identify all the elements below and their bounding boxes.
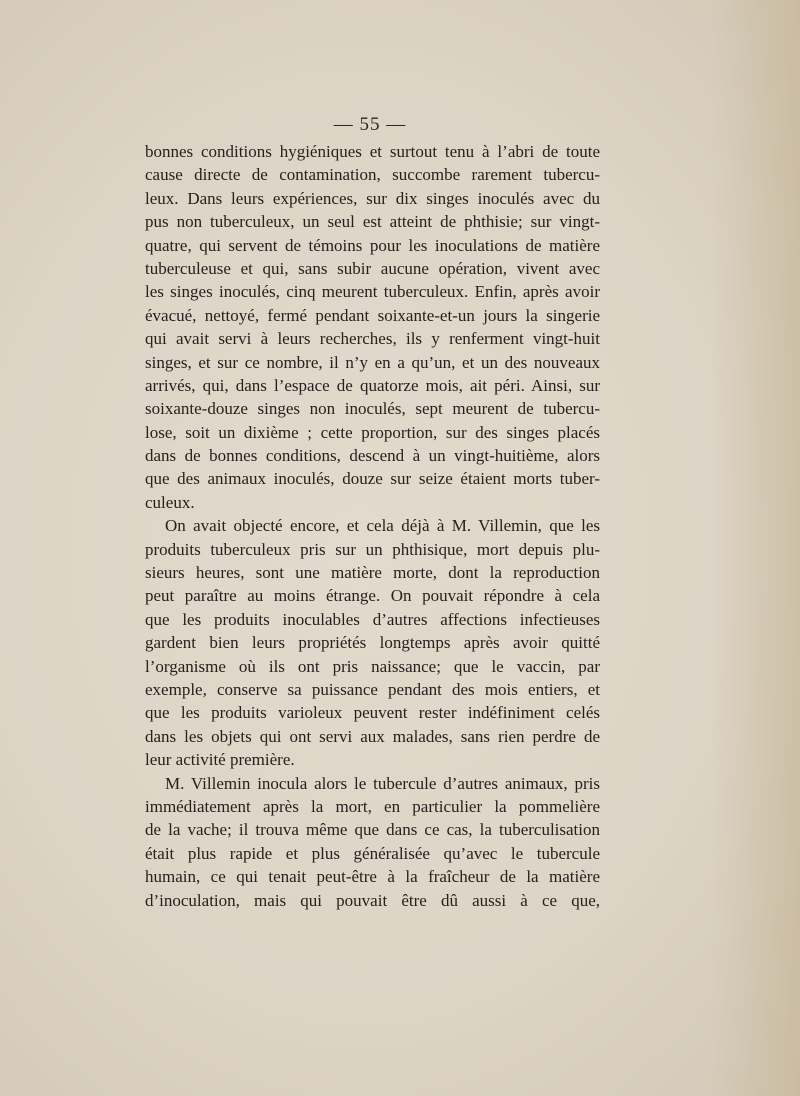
text-line: exemple, conserve sa puissance pendant des mois entiers, et xyxy=(145,679,600,699)
text-line: peut paraître au moins étrange. On pouvait répondre à cela xyxy=(145,586,600,606)
text-line: soixante-douze singes non inoculés, sept meurent de tubercu- xyxy=(145,399,600,419)
body-text xyxy=(145,140,600,912)
text-line: M. Villemin inocula alors le tubercule d’autres animaux, pris xyxy=(165,773,600,793)
page-edge-shading xyxy=(710,0,800,1096)
text-line: que les produits inoculables d’autres affections infectieuses xyxy=(145,609,600,629)
text-line: sieurs heures, sont une matière morte, dont la reproduction xyxy=(145,563,600,583)
text-line: l’organisme où ils ont pris naissance; que le vaccin, par xyxy=(145,656,600,676)
text-line: les singes inoculés, cinq meurent tuberculeux. Enfin, après avoir xyxy=(145,282,600,302)
text-line: gardent bien leurs propriétés longtemps après avoir quitté xyxy=(145,633,600,653)
text-line: dans les objets qui ont servi aux malades, sans rien perdre de xyxy=(145,726,600,746)
text-line: lose, soit un dixième ; cette proportion, sur des singes placés xyxy=(145,422,600,442)
text-line: qui avait servi à leurs recherches, ils y renferment vingt-huit xyxy=(145,329,600,349)
text-line: que les produits varioleux peuvent rester indéfiniment celés xyxy=(145,703,600,723)
text-line: quatre, qui servent de témoins pour les inoculations de matière xyxy=(145,235,600,255)
text-line: On avait objecté encore, et cela déjà à M. Villemin, que les xyxy=(165,516,600,536)
text-line: immédiatement après la mort, en particulier la pommelière xyxy=(145,796,600,816)
text-line: était plus rapide et plus généralisée qu’avec le tubercule xyxy=(145,843,600,863)
text-line: évacué, nettoyé, fermé pendant soixante-et-un jours la singerie xyxy=(145,305,600,325)
text-line: produits tuberculeux pris sur un phthisique, mort depuis plu- xyxy=(145,539,600,559)
text-line: cause directe de contamination, succombe rarement tubercu- xyxy=(145,165,600,185)
text-line: leur activité première. xyxy=(145,750,295,770)
text-line: singes, et sur ce nombre, il n’y en a qu’un, et un des nouveaux xyxy=(145,352,600,372)
text-line: d’inoculation, mais qui pouvait être dû aussi à ce que, xyxy=(145,890,600,910)
page-number: — 55 — xyxy=(333,114,407,135)
text-line: bonnes conditions hygiéniques et surtout tenu à l’abri de toute xyxy=(145,142,600,161)
text-line: de la vache; il trouva même que dans ce cas, la tuberculisation xyxy=(145,820,600,840)
text-line: pus non tuberculeux, un seul est atteint de phthisie; sur vingt- xyxy=(145,212,600,232)
text-line: que des animaux inoculés, douze sur seize étaient morts tuber- xyxy=(145,469,600,489)
text-line: culeux. xyxy=(145,492,195,512)
text-line: arrivés, qui, dans l’espace de quatorze mois, ait péri. Ainsi, sur xyxy=(145,375,600,395)
text-line: humain, ce qui tenait peut-être à la fraîcheur de la matière xyxy=(145,867,600,887)
text-line: leux. Dans leurs expériences, sur dix singes inoculés avec du xyxy=(145,188,600,208)
text-line: tuberculeuse et qui, sans subir aucune opération, vivent avec xyxy=(145,258,600,278)
text-line: dans de bonnes conditions, descend à un vingt-huitième, alors xyxy=(145,446,600,466)
